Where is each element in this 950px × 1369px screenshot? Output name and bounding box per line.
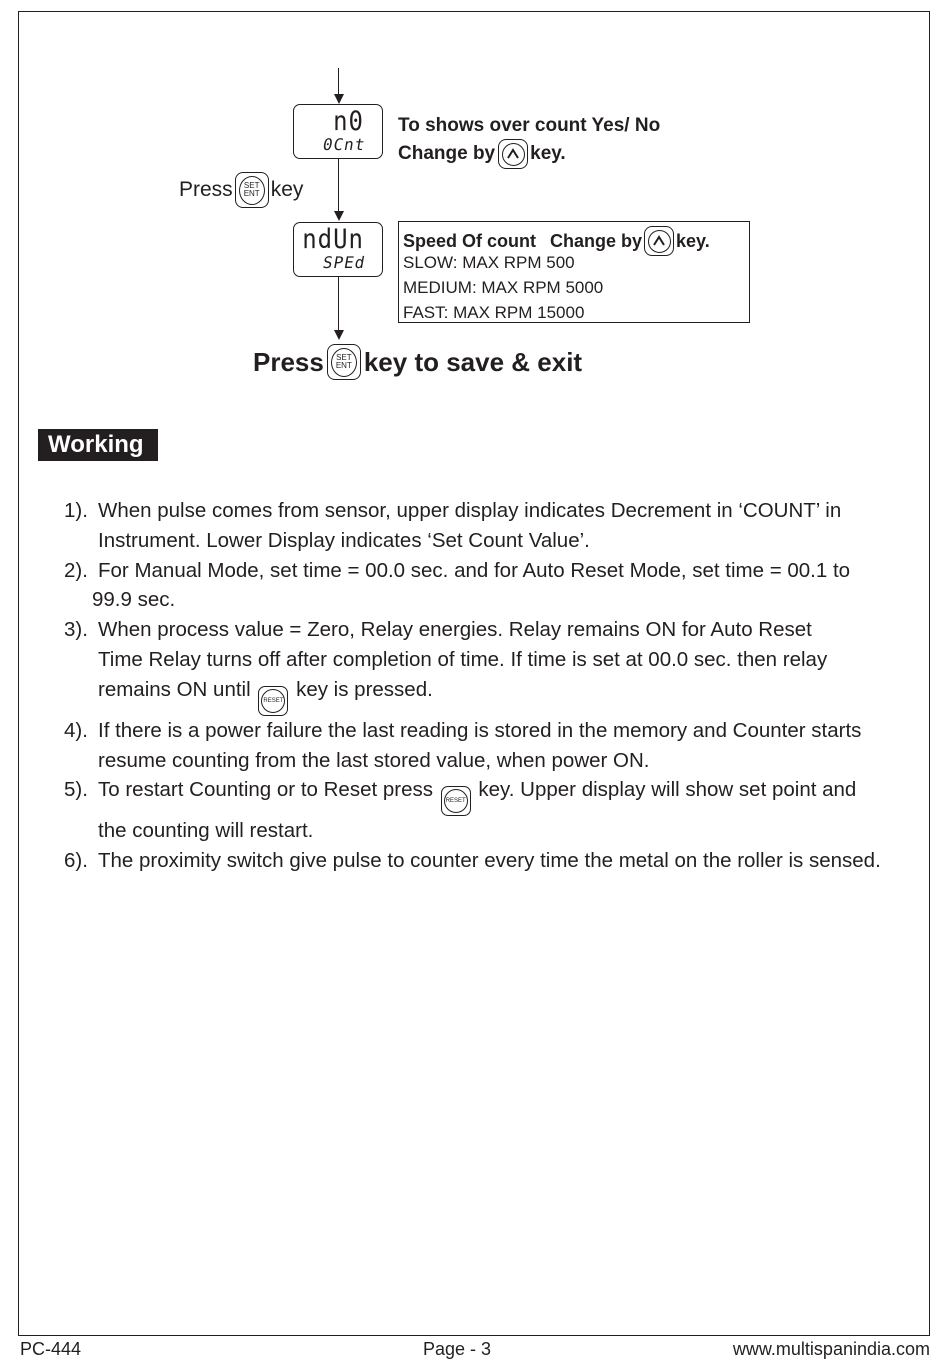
speed-slow: SLOW: MAX RPM 500 xyxy=(403,253,575,272)
key-label: key xyxy=(270,178,304,201)
flow-line-top xyxy=(338,68,339,96)
list-item xyxy=(64,615,934,716)
press-label: Press xyxy=(253,346,324,377)
list-item xyxy=(64,556,934,616)
item-text: To restart Counting or to Reset press RESET key. Upper display will show set point and xyxy=(64,775,934,816)
list-item xyxy=(64,775,934,846)
display-lower-value: SPEd xyxy=(321,253,368,272)
item-text: The proximity switch give pulse to counter every time the metal on the roller is sensed. xyxy=(98,849,881,873)
speed-fast: FAST: MAX RPM 15000 xyxy=(403,303,585,322)
item-text-continued: resume counting from the last stored value, when power ON. xyxy=(98,748,650,772)
change-by-label: Change by xyxy=(398,143,496,164)
set-ent-key-icon: SET ENT xyxy=(327,344,361,380)
press-set-key-instruction xyxy=(179,172,303,208)
speed-medium: MEDIUM: MAX RPM 5000 xyxy=(403,278,604,297)
item-number: 3). xyxy=(64,618,88,642)
item-number: 5). xyxy=(64,778,88,802)
item-number: 1). xyxy=(64,499,88,522)
footer-doc-code: PC-444 xyxy=(20,1339,82,1359)
footer-page-number: Page - 3 xyxy=(423,1339,492,1359)
press-label: Press xyxy=(179,178,233,201)
display-speed xyxy=(293,222,383,277)
arrow-down-icon xyxy=(334,94,344,104)
section-heading: Working xyxy=(38,429,158,461)
display-upper-value: n0 xyxy=(333,105,364,137)
over-count-note xyxy=(398,113,660,169)
save-exit-label: key to save & exit xyxy=(363,346,583,377)
item-text-continued: Time Relay turns off after completion of time. If time is set at 00.0 sec. then relay xyxy=(98,647,828,671)
speed-title: Speed Of count xyxy=(403,230,537,251)
working-list xyxy=(64,496,934,876)
item-text: If there is a power failure the last reading is stored in the memory and Counter starts xyxy=(98,718,862,742)
key-suffix-label: key. xyxy=(676,230,710,251)
item-text-continued: the counting will restart. xyxy=(98,819,314,843)
list-item xyxy=(64,846,934,876)
list-item xyxy=(64,716,934,776)
reset-key-icon: RESET xyxy=(441,786,471,816)
item-text-continued: 99.9 sec. xyxy=(92,588,176,612)
reset-key-icon: RESET xyxy=(258,686,288,716)
item-text: When process value = Zero, Relay energies. Relay remains ON for Auto Reset xyxy=(98,618,812,642)
up-key-icon xyxy=(498,139,528,169)
item-number: 2). xyxy=(64,558,88,582)
save-exit-instruction xyxy=(253,344,582,380)
arrow-down-icon xyxy=(334,330,344,340)
flow-line-mid xyxy=(338,159,339,213)
display-lower-value: 0Cnt xyxy=(321,135,368,154)
set-ent-key-icon: SET ENT xyxy=(235,172,269,208)
display-upper-value: ndUn xyxy=(302,223,364,255)
flow-line-bottom xyxy=(338,277,339,332)
speed-info-box xyxy=(398,221,750,323)
key-suffix-label: key. xyxy=(530,143,566,164)
change-by-label: Change by xyxy=(550,230,643,251)
footer-website-link[interactable]: www.multispanindia.com xyxy=(732,1339,930,1359)
up-key-icon xyxy=(644,226,674,256)
item-text: When pulse comes from sensor, upper display indicates Decrement in ‘COUNT’ in xyxy=(98,499,842,522)
display-over-count xyxy=(293,104,383,159)
item-number: 6). xyxy=(64,849,88,873)
arrow-down-icon xyxy=(334,211,344,221)
item-number: 4). xyxy=(64,718,88,742)
over-count-note-line1: To shows over count Yes/ No xyxy=(398,115,661,136)
item-text-continued: remains ON until RESET key is pressed. xyxy=(64,675,934,716)
item-text-continued: Instrument. Lower Display indicates ‘Set Count Value’. xyxy=(98,528,590,552)
list-item xyxy=(64,496,934,556)
item-text: For Manual Mode, set time = 00.0 sec. and for Auto Reset Mode, set time = 00.1 to xyxy=(98,558,851,582)
